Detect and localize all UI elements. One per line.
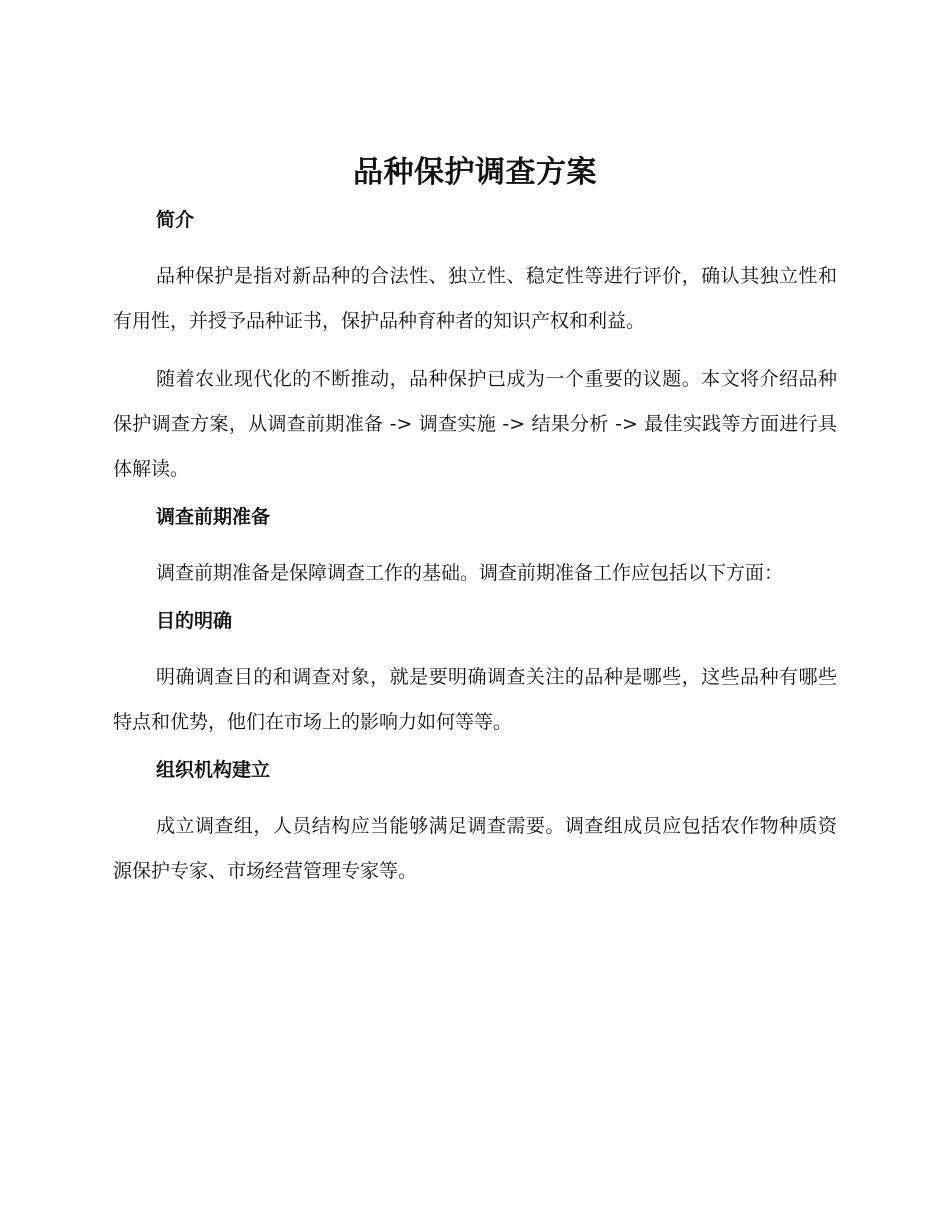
paragraph: 调查前期准备是保障调查工作的基础。调查前期准备工作应包括以下方面： — [156, 562, 784, 584]
paragraph: 随着农业现代化的不断推动，品种保护已成为一个重要的议题。本文将介绍品种保护调查方案，从调查前期准备 -> 调查实施 -> 结果分析 -> 最佳实践等方面进行具体解读。 — [113, 368, 837, 480]
section-organization — [113, 758, 837, 894]
section-heading: 组织机构建立 — [156, 759, 271, 781]
section-heading: 简介 — [156, 209, 195, 231]
paragraph: 明确调查目的和调查对象，就是要明确调查关注的品种是哪些，这些品种有哪些特点和优势，他们在市场上的影响力如何等等。 — [113, 666, 837, 733]
paragraph: 成立调查组，人员结构应当能够满足调查需要。调查组成员应包括农作物种质资源保护专家、市场经营管理专家等。 — [113, 815, 837, 882]
section-heading: 目的明确 — [156, 610, 233, 632]
paragraph: 品种保护是指对新品种的合法性、独立性、稳定性等进行评价，确认其独立性和有用性，并授予品种证书，保护品种育种者的知识产权和利益。 — [113, 265, 837, 332]
section-heading: 调查前期准备 — [156, 506, 271, 528]
section-preparation — [113, 505, 837, 596]
section-intro — [113, 208, 837, 492]
section-clear-purpose — [113, 609, 837, 745]
document-title: 品种保护调查方案 — [353, 155, 597, 190]
